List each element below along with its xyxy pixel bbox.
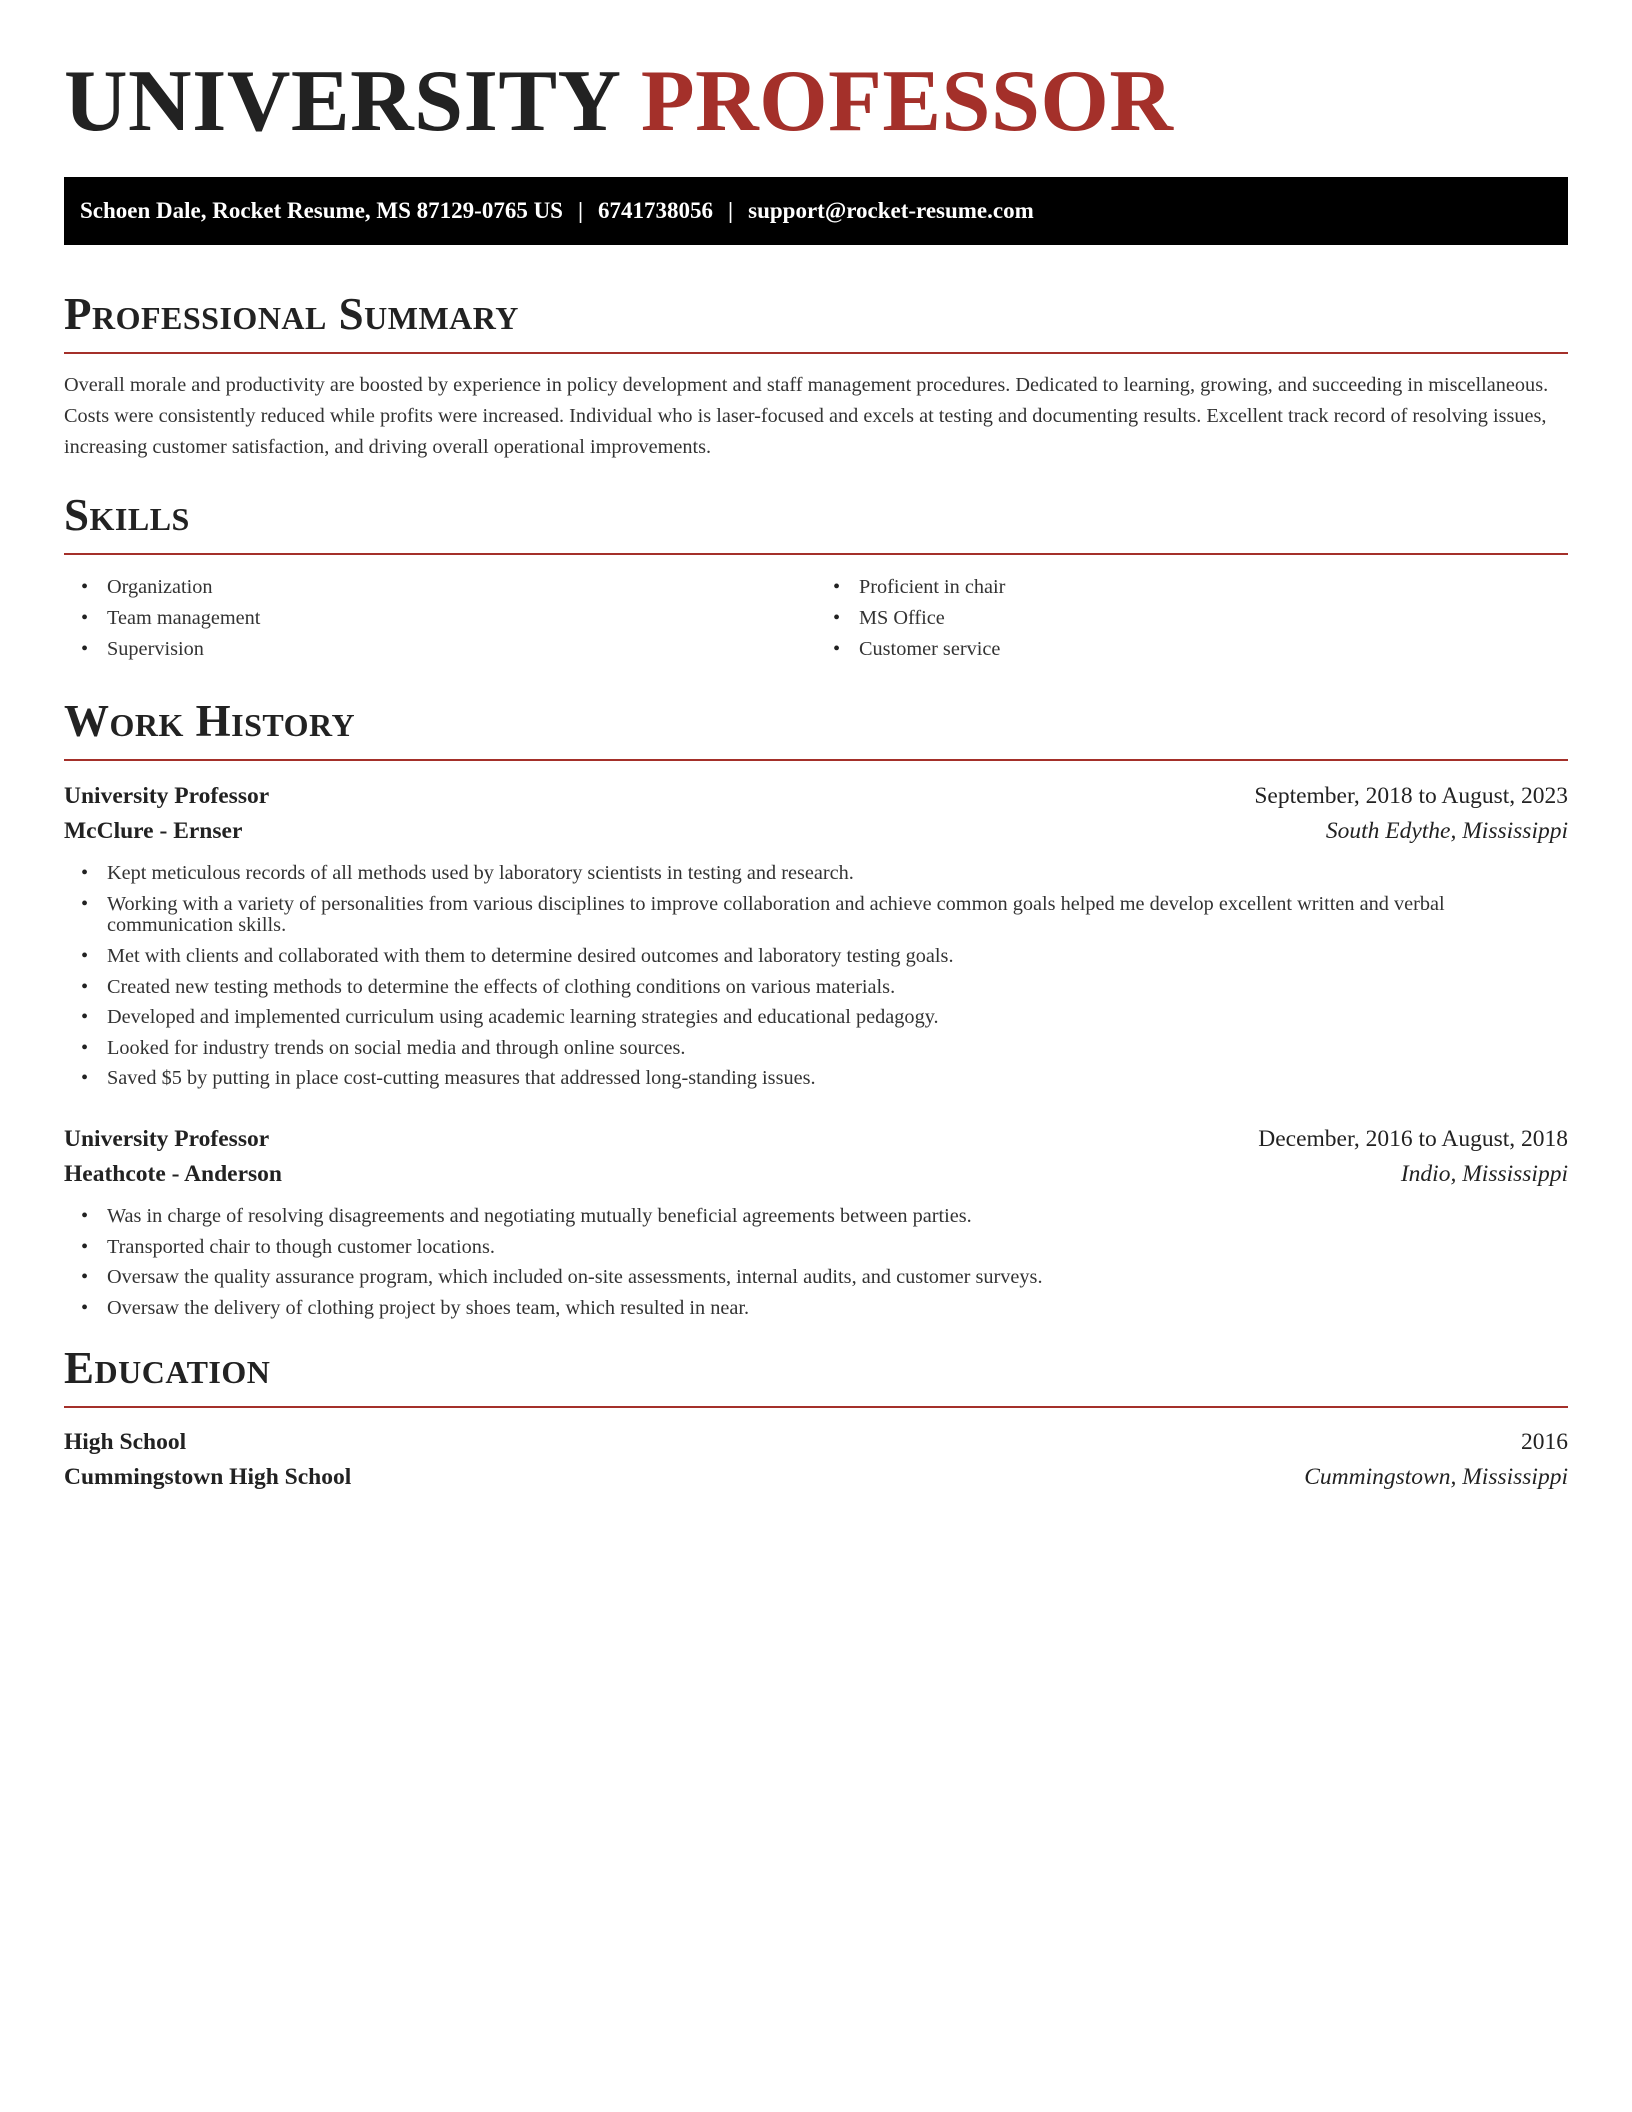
education-header (64, 1425, 1568, 1460)
job-bullet: • Developed and implemented curriculum using academic learning strategies and educational pedagogy. (107, 1007, 1568, 1027)
section-divider (64, 553, 1568, 555)
contact-bar (64, 177, 1568, 245)
job-bullet: • Met with clients and collaborated with them to determine desired outcomes and laboratory testing goals. (107, 946, 1568, 966)
education-heading: Education (64, 1342, 271, 1393)
contact-separator: | (577, 198, 584, 223)
education-entry (64, 1425, 1568, 1495)
name-first: UNIVERSITY (64, 53, 619, 150)
job-location: Indio, Mississippi (1400, 1161, 1568, 1187)
job-bullet: • Was in charge of resolving disagreements and negotiating mutually beneficial agreements between parties. (107, 1206, 1568, 1226)
summary-text: Overall morale and productivity are boosted by experience in policy development and staff management procedures. Dedicated to learning, growing, and succeeding in miscellaneous. Costs were consistently reduced while profits were increased. Individual who is laser-focused and excels at testing and documenting results. Excellent track record of resolving issues, increasing customer satisfaction, and driving overall operational improvements. (64, 374, 1549, 458)
skills-heading: Skills (64, 490, 190, 540)
job-bullet: • Oversaw the quality assurance program, which included on-site assessments, internal audits, and customer surveys. (107, 1267, 1568, 1287)
job-header (64, 779, 1568, 814)
name-last: PROFESSOR (640, 53, 1174, 150)
job-header (64, 1122, 1568, 1157)
job-entry (64, 1122, 1568, 1318)
job-bullet: • Looked for industry trends on social media and through online sources. (107, 1038, 1568, 1058)
skill-item: • Organization (107, 572, 816, 603)
job-title: University Professor (64, 783, 270, 809)
job-entry (64, 779, 1568, 1088)
work-history-section (64, 695, 1568, 1318)
job-bullet: • Working with a variety of personalities from various disciplines to improve collaboration and achieve common goals helped me develop excellent written and verbal communication skills. (107, 894, 1568, 936)
skills-column-left (64, 572, 816, 665)
job-dates: September, 2018 to August, 2023 (1254, 783, 1568, 809)
education-location: Cummingstown, Mississippi (1304, 1463, 1568, 1490)
skills-column-right (816, 572, 1568, 665)
job-company: McClure - Ernser (64, 818, 243, 844)
education-year: 2016 (1521, 1428, 1568, 1455)
job-title: University Professor (64, 1126, 270, 1152)
summary-heading: Professional Summary (64, 289, 519, 339)
education-section (64, 1342, 1568, 1495)
contact-address: Schoen Dale, Rocket Resume, MS 87129-0765 US (80, 198, 563, 223)
job-location: South Edythe, Mississippi (1325, 818, 1568, 844)
skills-section (64, 489, 1568, 665)
job-bullet: • Created new testing methods to determine the effects of clothing conditions on various materials. (107, 977, 1568, 997)
section-divider (64, 759, 1568, 761)
job-bullets (64, 863, 1568, 1088)
contact-phone: 6741738056 (598, 198, 714, 223)
skills-grid (64, 572, 1568, 665)
skill-item: • Proficient in chair (859, 572, 1568, 603)
contact-email: support@rocket-resume.com (748, 198, 1034, 223)
job-subheader (64, 814, 1568, 849)
skill-item: • Team management (107, 603, 816, 634)
resume-name (64, 52, 1568, 152)
education-subheader (64, 1460, 1568, 1495)
summary-section (64, 288, 1568, 463)
skill-item: • Supervision (107, 634, 816, 665)
job-bullets (64, 1206, 1568, 1318)
job-bullet: • Saved $5 by putting in place cost-cutting measures that addressed long-standing issues. (107, 1068, 1568, 1088)
job-subheader (64, 1157, 1568, 1192)
job-bullet: • Transported chair to though customer locations. (107, 1237, 1568, 1257)
work-history-heading: Work History (64, 696, 356, 746)
job-dates: December, 2016 to August, 2018 (1258, 1126, 1568, 1152)
education-degree: High School (64, 1428, 187, 1455)
skill-item: • Customer service (859, 634, 1568, 665)
contact-separator: | (728, 198, 734, 223)
job-company: Heathcote - Anderson (64, 1161, 283, 1187)
section-divider (64, 352, 1568, 354)
job-bullet: • Oversaw the delivery of clothing project by shoes team, which resulted in near. (107, 1298, 1568, 1318)
education-school: Cummingstown High School (64, 1463, 352, 1490)
skill-item: • MS Office (859, 603, 1568, 634)
section-divider (64, 1406, 1568, 1408)
job-bullet: • Kept meticulous records of all methods used by laboratory scientists in testing and research. (107, 863, 1568, 883)
